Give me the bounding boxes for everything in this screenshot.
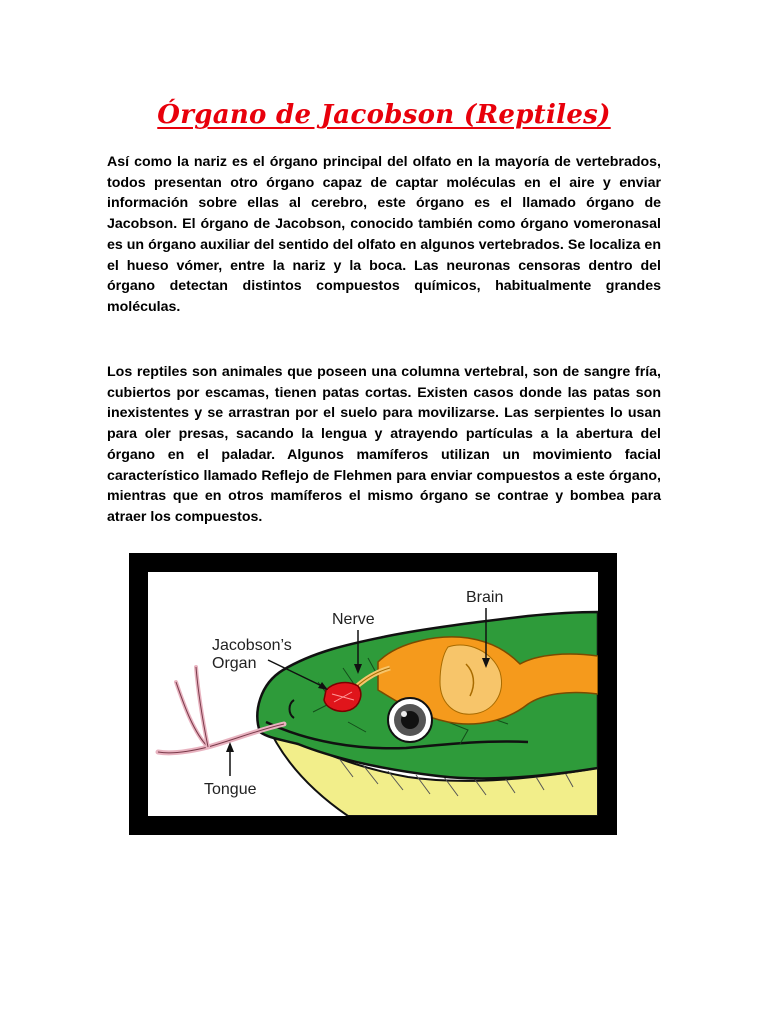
label-brain: Brain [466,589,504,606]
label-organ-line2: Organ [212,655,257,672]
paragraph-intro: Así como la nariz es el órgano principal del olfato en la mayoría de vertebrados, todos presentan otro órgano capaz de captar moléculas en el aire y enviar información sobre ellas al cerebro, este órgano es el llamado órgano de Jacobson. El órgano de Jacobson, conocido también como órgano vomeronasal es un órgano auxiliar del sentido del olfato en algunos vertebrados. Se localiza en el hueso vómer, entre la nariz y la boca. Las neuronas censoras dentro del órgano detectan distintos compuestos químicos, habitualmente grandes moléculas. [107,154,661,315]
snake-head-illustration [148,572,598,816]
document-title: Órgano de Jacobson (Reptiles) [157,100,611,130]
figure-frame [129,553,617,835]
snake-tongue [158,724,284,753]
paragraph-reptiles: Los reptiles son animales que poseen una columna vertebral, son de sangre fría, cubiertos por escamas, tienen patas cortas. Existen casos donde las patas son inexistentes y se arrastran por el suelo para movilizarse. Las serpientes lo usan para oler presas, sacando la lengua y atrayendo partículas a la abertura del órgano en el paladar. Algunos mamíferos utilizan un movimiento facial característico llamado Reflejo de Flehmen para enviar compuestos a este órgano, mientras que en otros mamíferos el mismo órgano se contrae y bombea para atraer los compuestos. [107,364,661,525]
snake-diagram [146,570,600,818]
label-tongue: Tongue [204,781,257,798]
label-organ-line1: Jacobson’s [212,637,292,654]
label-nerve: Nerve [332,611,375,628]
